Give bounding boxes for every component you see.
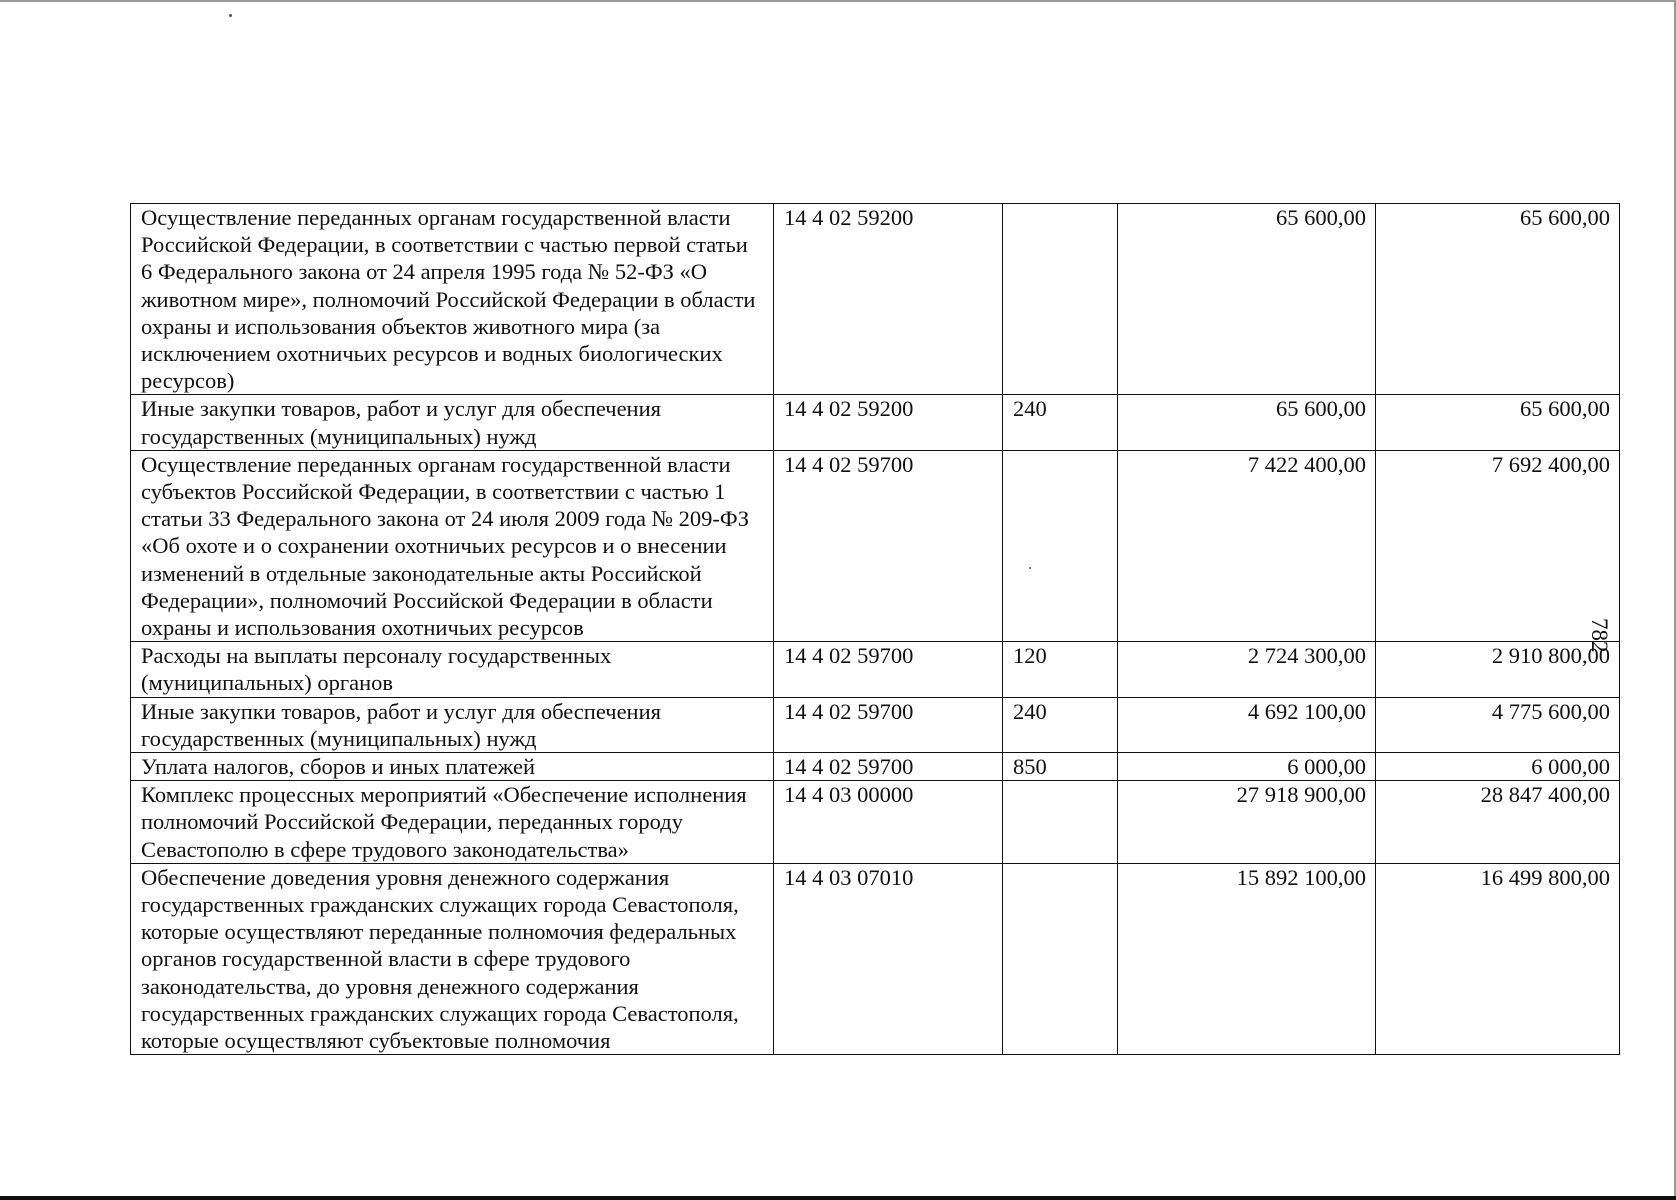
table-row [131, 753, 1620, 781]
scan-speck [229, 14, 232, 17]
row-code: 14 4 02 59700 [774, 642, 1003, 697]
row-expense-type: 850 [1003, 753, 1118, 781]
row-amount-2: 28 847 400,00 [1376, 781, 1620, 864]
row-expense-type: 120 [1003, 642, 1118, 697]
budget-table [130, 203, 1620, 1055]
row-amount-1: 4 692 100,00 [1118, 697, 1376, 752]
table-row [131, 204, 1620, 395]
row-name: Иные закупки товаров, работ и услуг для обеспечения государственных (муниципальных) нужд [131, 395, 774, 450]
row-code: 14 4 03 00000 [774, 781, 1003, 864]
row-name: Осуществление переданных органам государственной власти субъектов Российской Федерации, в соответствии с частью 1 статьи 33 Федерального закона от 24 июля 2009 года № 209-ФЗ «Об охоте и о сохранении охотничьих ресурсов и о внесении изменений в отдельные законодательные акты Российской Федерации», полномочий Российской Федерации в области охраны и использования охотничьих ресурсов [131, 450, 774, 641]
row-code: 14 4 02 59700 [774, 753, 1003, 781]
row-code: 14 4 02 59200 [774, 395, 1003, 450]
row-amount-1: 65 600,00 [1118, 395, 1376, 450]
row-amount-1: 6 000,00 [1118, 753, 1376, 781]
row-amount-2: 65 600,00 [1376, 204, 1620, 395]
row-amount-2: 6 000,00 [1376, 753, 1620, 781]
row-amount-1: 27 918 900,00 [1118, 781, 1376, 864]
row-name: Осуществление переданных органам государственной власти Российской Федерации, в соответствии с частью первой статьи 6 Федерального закона от 24 апреля 1995 года № 52-ФЗ «О животном мире», полномочий Российской Федерации в области охраны и использования объектов животного мира (за исключением охотничьих ресурсов и водных биологических ресурсов) [131, 204, 774, 395]
row-amount-1: 15 892 100,00 [1118, 863, 1376, 1054]
row-code: 14 4 03 07010 [774, 863, 1003, 1054]
row-expense-type [1003, 781, 1118, 864]
row-code: 14 4 02 59200 [774, 204, 1003, 395]
row-name: Обеспечение доведения уровня денежного содержания государственных гражданских служащих города Севастополя, которые осуществляют переданные полномочия федеральных органов государственной власти в сфере трудового законодательства, до уровня денежного содержания государственных гражданских служащих города Севастополя, которые осуществляют субъектовые полномочия [131, 863, 774, 1054]
row-name: Комплекс процессных мероприятий «Обеспечение исполнения полномочий Российской Федерации, переданных городу Севастополю в сфере трудового законодательства» [131, 781, 774, 864]
table-row [131, 642, 1620, 697]
row-code: 14 4 02 59700 [774, 697, 1003, 752]
table-row [131, 781, 1620, 864]
scan-border-bottom [0, 1196, 1676, 1200]
row-expense-type: 240 [1003, 697, 1118, 752]
scan-border-top [0, 0, 1676, 2]
row-amount-2: 4 775 600,00 [1376, 697, 1620, 752]
row-expense-type: 240 [1003, 395, 1118, 450]
table-row [131, 863, 1620, 1054]
row-expense-type [1003, 204, 1118, 395]
page-number: 782 [1587, 618, 1612, 653]
row-amount-1: 7 422 400,00 [1118, 450, 1376, 641]
row-amount-1: 65 600,00 [1118, 204, 1376, 395]
row-expense-type [1003, 450, 1118, 641]
row-expense-type [1003, 863, 1118, 1054]
table-row [131, 697, 1620, 752]
row-name: Уплата налогов, сборов и иных платежей [131, 753, 774, 781]
row-amount-2: 2 910 800,00 [1376, 642, 1620, 697]
table-row [131, 450, 1620, 641]
row-name: Расходы на выплаты персоналу государственных (муниципальных) органов [131, 642, 774, 697]
row-amount-2: 65 600,00 [1376, 395, 1620, 450]
table-row [131, 395, 1620, 450]
row-amount-1: 2 724 300,00 [1118, 642, 1376, 697]
row-name: Иные закупки товаров, работ и услуг для обеспечения государственных (муниципальных) нужд [131, 697, 774, 752]
row-amount-2: 7 692 400,00 [1376, 450, 1620, 641]
row-code: 14 4 02 59700 [774, 450, 1003, 641]
row-amount-2: 16 499 800,00 [1376, 863, 1620, 1054]
